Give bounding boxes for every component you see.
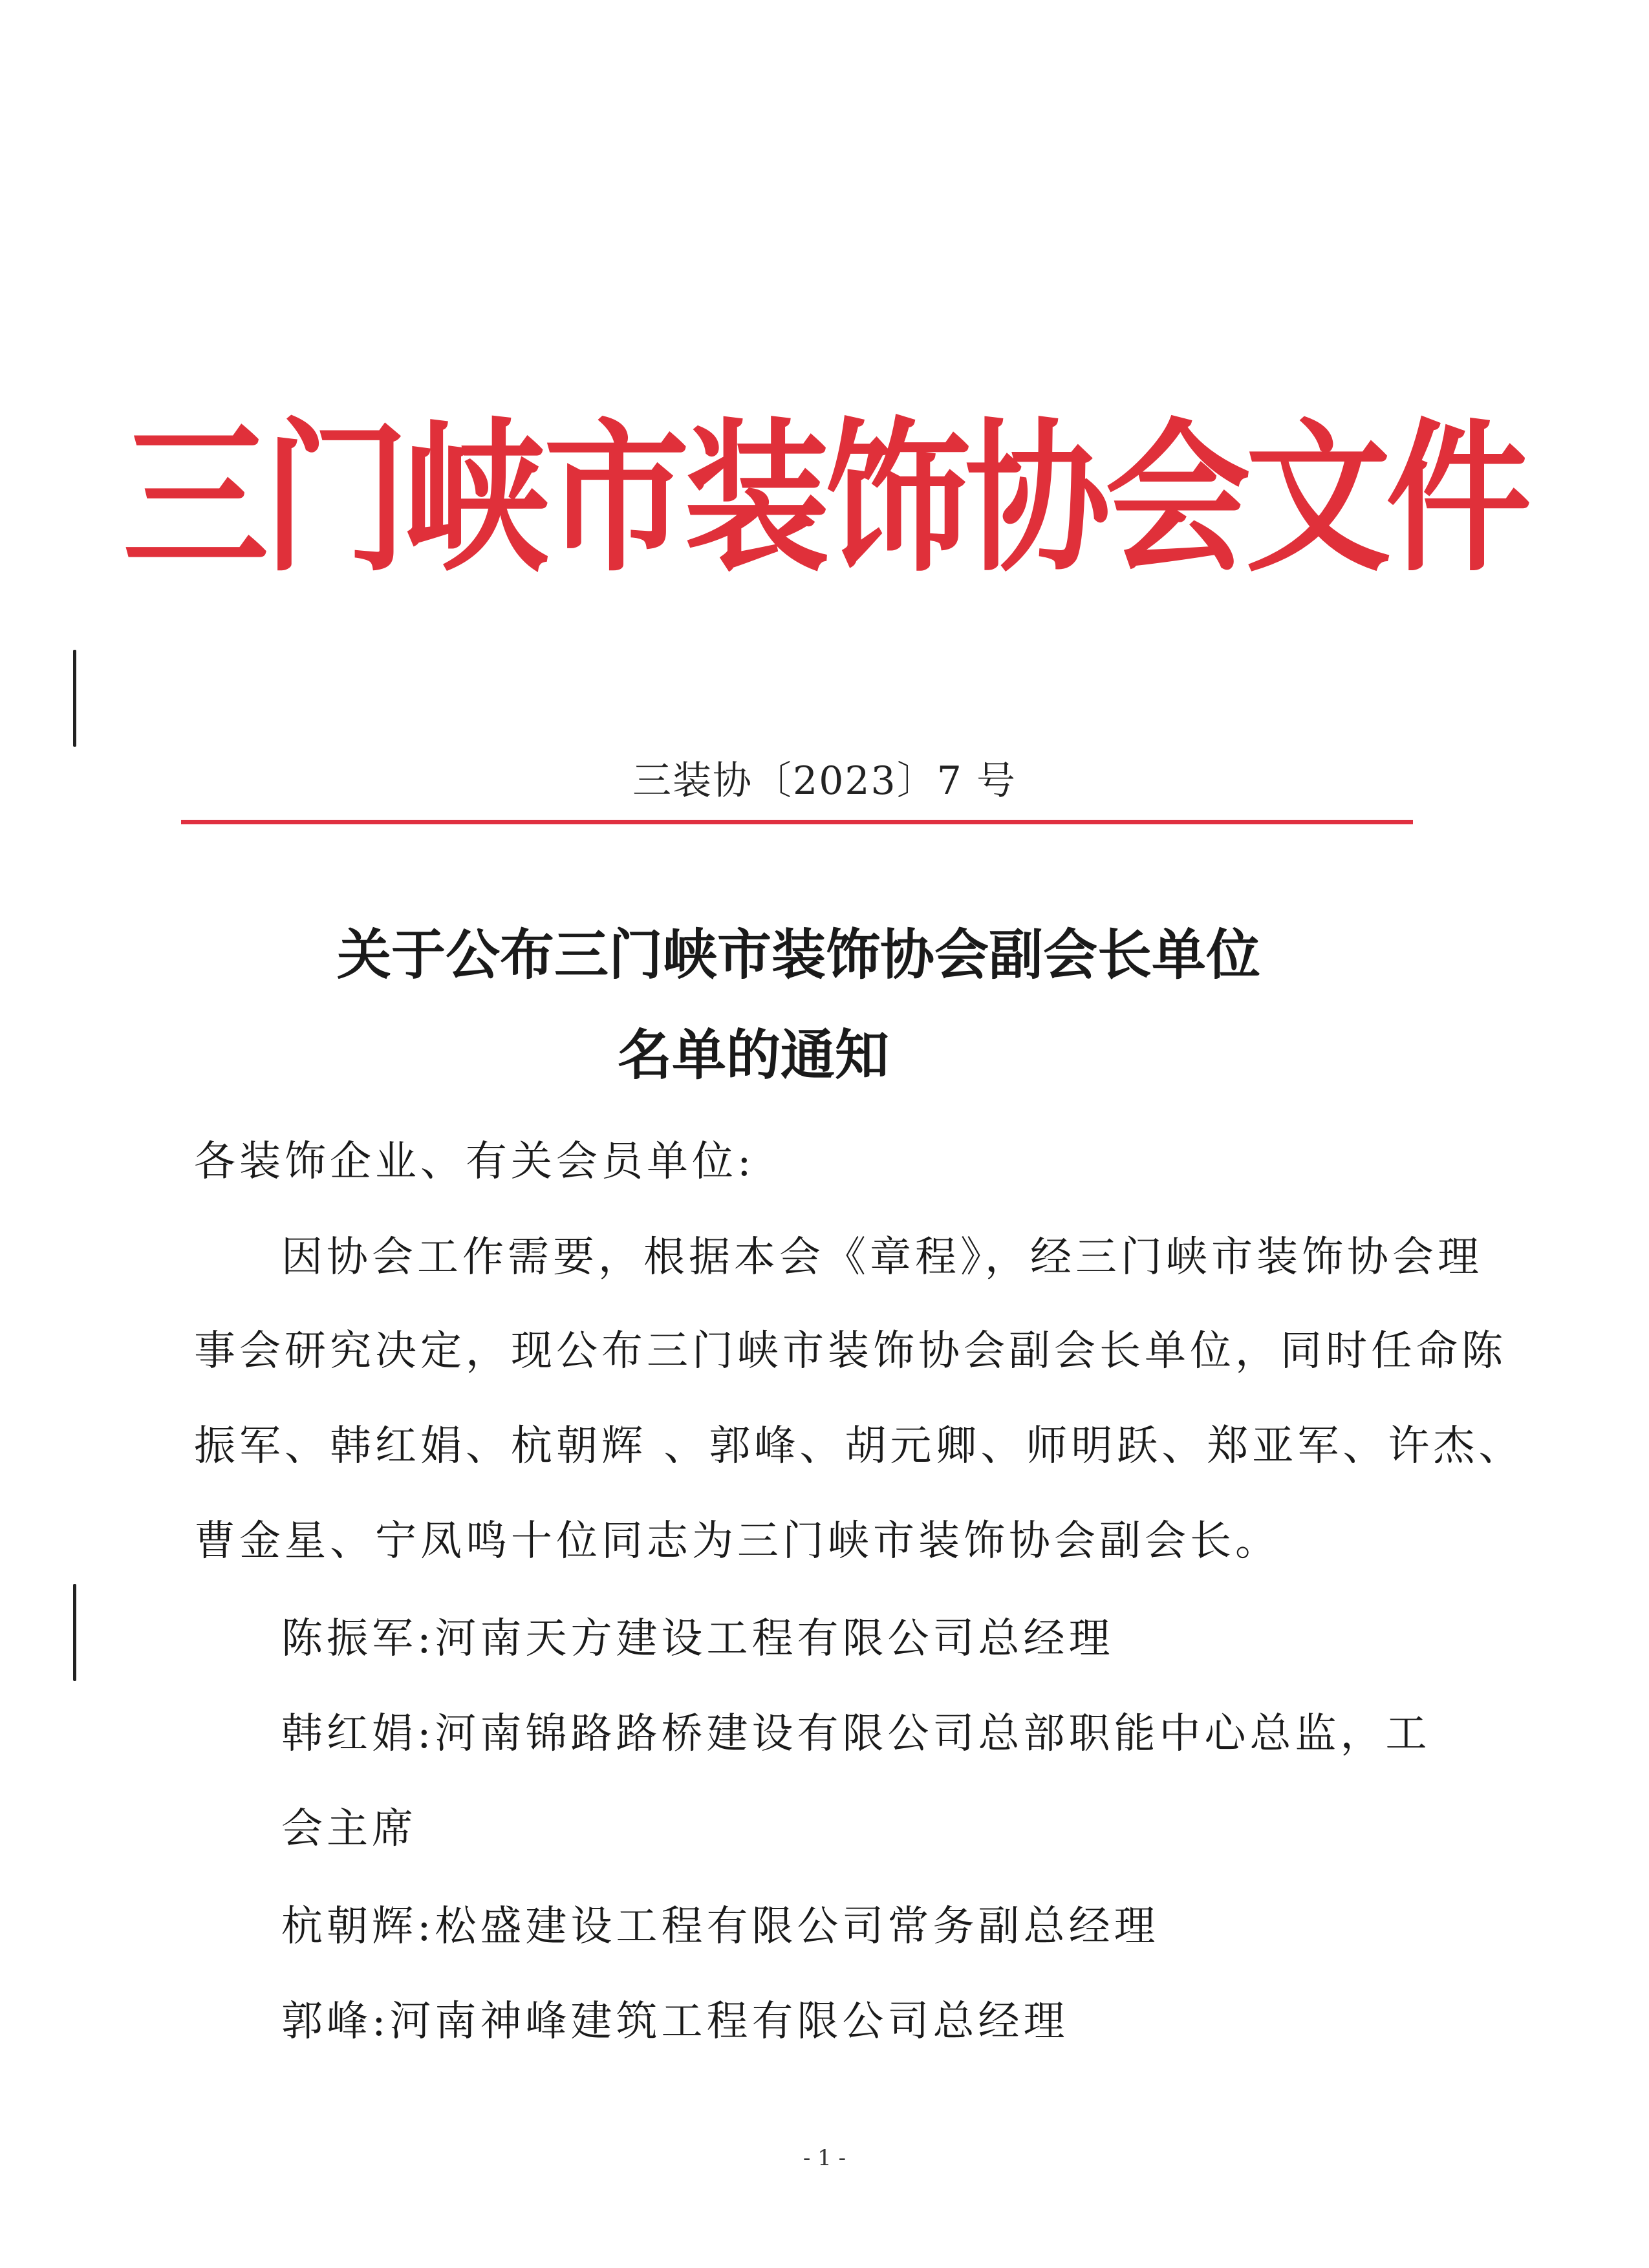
masthead-title: 三门峡市装饰协会文件 [123, 404, 1526, 594]
appointment-item-2-line-1: 韩红娟:河南锦路路桥建设有限公司总部职能中心总监，工 [281, 1710, 1431, 1758]
paragraph-line-4: 曹金星、宁凤鸣十位同志为三门峡市装饰协会副会长。 [194, 1517, 1280, 1565]
appointment-item-1: 陈振军:河南天方建设工程有限公司总经理 [281, 1615, 1114, 1663]
appointment-item-4: 郭峰:河南神峰建筑工程有限公司总经理 [281, 1998, 1069, 2046]
paragraph-line-2: 事会研究决定，现公布三门峡市装饰协会副会长单位，同时任命陈 [194, 1327, 1507, 1375]
notice-title-line-2: 名单的通知 [617, 1023, 889, 1087]
paragraph-line-3: 振军、韩红娟、杭朝辉 、郭峰、胡元卿、师明跃、郑亚军、许杰、 [194, 1422, 1524, 1470]
page-number: - 1 - [803, 2145, 846, 2171]
binding-mark-top [73, 650, 76, 747]
appointment-item-3: 杭朝辉:松盛建设工程有限公司常务副总经理 [281, 1903, 1159, 1951]
binding-mark-middle [73, 1584, 76, 1681]
red-divider-line [181, 820, 1413, 824]
appointment-item-2-line-2: 会主席 [281, 1805, 417, 1853]
paragraph-line-1: 因协会工作需要，根据本会《章程》，经三门峡市装饰协会理 [281, 1234, 1483, 1281]
document-number: 三装协〔2023〕7 号 [632, 758, 1017, 804]
notice-title-line-1: 关于公布三门峡市装饰协会副会长单位 [336, 923, 1260, 987]
salutation: 各装饰企业、有关会员单位: [194, 1138, 755, 1186]
